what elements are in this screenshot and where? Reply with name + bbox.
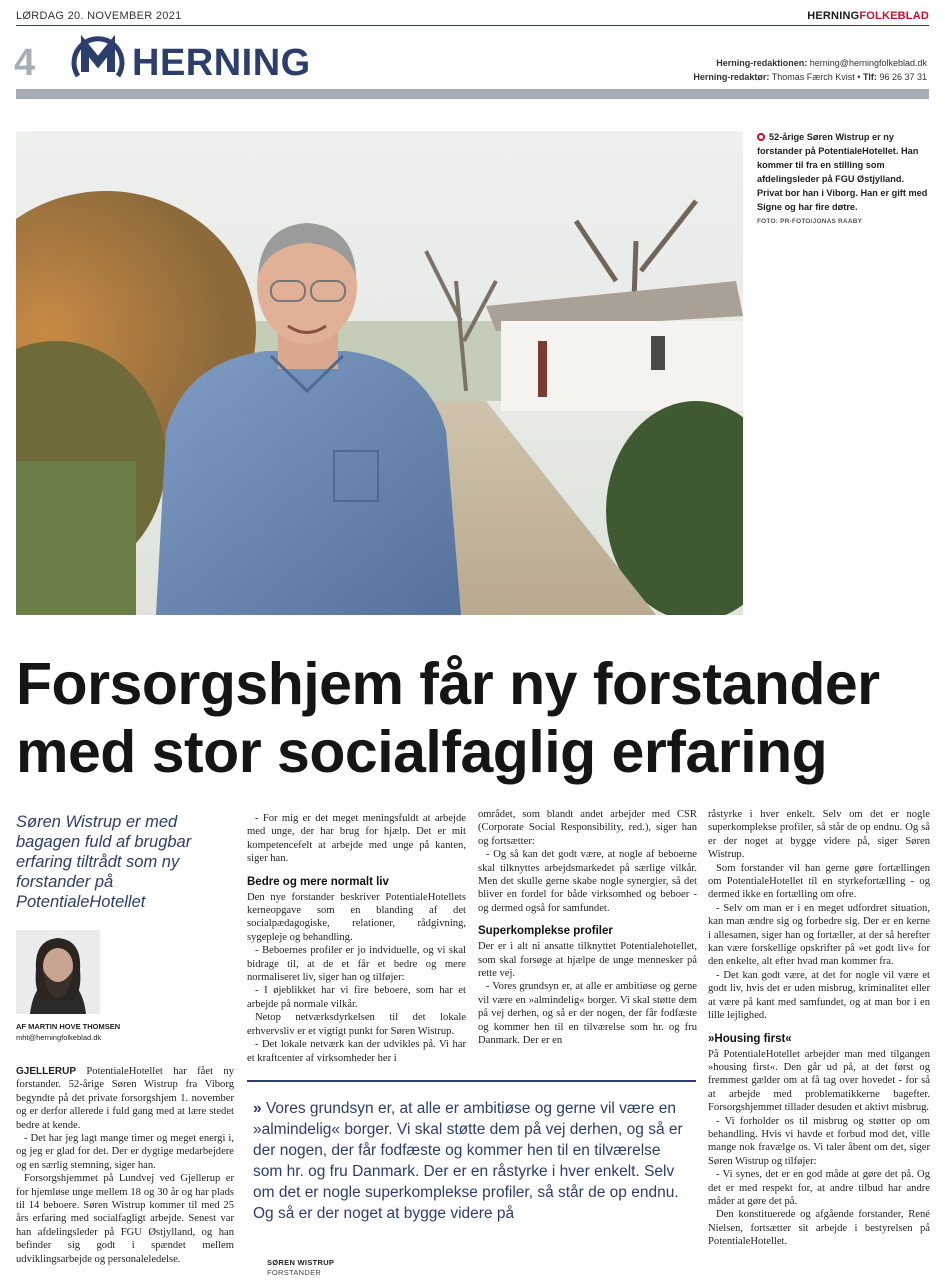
section-logo-icon xyxy=(70,32,126,80)
editor-label: Herning-redaktør: xyxy=(693,72,770,82)
contact-info xyxy=(693,56,927,84)
author-avatar-illustration xyxy=(16,930,100,1014)
quote-mark-icon: » xyxy=(253,1100,262,1117)
caption-bullet-icon xyxy=(757,133,765,141)
paragraph: råstyrke i hver enkelt. Selv om det er nogle superkomplekse profiler, så står de op endnu. Og så er der noget at bygge videre på, siger Søren Wistrup. xyxy=(708,809,930,861)
paragraph: På PotentialeHotellet arbejder man med tilgangen »housing first«. Den går ud på, at det først og fremmest gælder om at få tag over hovedet - for så at arbejde med problematikkerne bagefter. Forsorgshjemmet tillader desuden et aktivt misbrug. xyxy=(708,1048,930,1114)
newspaper-name xyxy=(807,10,929,22)
top-bar xyxy=(16,8,929,26)
pull-quote-text xyxy=(253,1098,686,1224)
paragraph xyxy=(16,1065,234,1132)
headline: Forsorgshjem får ny forstander med stor socialfaglig erfaring xyxy=(16,651,880,785)
main-photo xyxy=(16,131,743,615)
paragraph: Den konstituerede og afgående forstander, René Nielsen, fortsætter sit arbejde i bestyrelsen på PotentialeHotellet. xyxy=(708,1209,930,1248)
editor-name: Thomas Færch Kvist xyxy=(771,72,855,82)
paragraph: - Det lokale netværk kan der udvikles på. Vi har et kraftcenter af virksomheder her i xyxy=(247,1039,466,1064)
author-photo xyxy=(16,930,100,1014)
newspaper-name-part2: FOLKEBLAD xyxy=(859,10,929,22)
quote-attribution-role: FORSTANDER xyxy=(267,1268,322,1277)
dateline: GJELLERUP xyxy=(16,1066,77,1077)
pull-quote xyxy=(247,1080,696,1276)
article-column-2 xyxy=(247,812,466,1067)
editorial-label: Herning-redaktionen: xyxy=(716,58,808,68)
phone-label: Tlf: xyxy=(862,72,877,82)
paragraph: - Vi forholder os til misbrug og støtter op om behandling. Hvis vi havde et forbud mod det, ville mange nok fravælge os. Vi taler åbent om det, siger Søren Wistrup og tilføjer: xyxy=(708,1115,930,1167)
paragraph: - Vi synes, det er en god måde at gøre det på. Og det er med respekt for, at andre tilbud har andre måder at gøre det på. xyxy=(708,1169,930,1207)
subheading: Bedre og mere normalt liv xyxy=(247,875,389,888)
issue-date: LØRDAG 20. NOVEMBER 2021 xyxy=(16,10,182,22)
editor-line: Herning-redaktør: Thomas Færch Kvist • Tlf: 96 26 37 31 xyxy=(693,72,927,82)
newspaper-name-part1: HERNING xyxy=(807,10,860,22)
paragraph: - Vores grundsyn er, at alle er ambitiøse og gerne vil være en »almindelig« borger. Vi skal støtte dem på vej derhen, og så er der nogen, der får fodfæste og kommer hen til en tilværelse som hr. og fru Danmark. Der er en xyxy=(478,981,697,1047)
paragraph: - Det kan godt være, at det for nogle vil være et godt liv, hvis det er uden misbrug, kriminalitet eller at være på kant med samfundet, og at man bor i en lille lejlighed. xyxy=(708,969,930,1022)
paragraph: Der er i alt ni ansatte tilknyttet Potentialehotellet, som skal forsøge at hjælpe de unge mennesker på rette vej. xyxy=(478,941,697,980)
paragraph: - For mig er det meget meningsfuldt at arbejde med unge, der har brug for hjælp. Det er mit kompetencefelt at arbejde med unge på kanten, siger han. xyxy=(247,813,466,865)
intro-text: Søren Wistrup er med bagagen fuld af brugbar erfaring tiltrådt som ny forstander på PotentialeHotellet xyxy=(16,813,192,911)
paragraph: Som forstander vil han gerne gøre fortællingen om PotentialeHotellet til en styrkefortælling - og dermed ikke en fortælling om ofre. xyxy=(708,862,930,901)
author-email[interactable]: mht@herningfolkeblad.dk xyxy=(16,1033,102,1042)
paragraph-text: PotentialeHotellet har fået ny forstander. 52-årige Søren Wistrup fra Viborg begyndte på det private forsorgshjem 1. november og er derfor allerede i fuld gang med at lære stedet bedre at kende. xyxy=(16,1066,234,1131)
author-byline: AF MARTIN HOVE THOMSEN xyxy=(16,1022,121,1031)
paragraph: Den nye forstander beskriver PotentialeHotellets kerneopgave som en blanding af det socialpædagogiske, relationer, rådgivning, sygepleje og behandling. xyxy=(247,891,466,943)
header-rule xyxy=(16,89,929,99)
paragraph: - Beboernes profiler er jo indviduelle, og vi skal bidrage til, at de et får et bedre og mere normaliseret liv, siger han og tilføjer: xyxy=(247,945,466,984)
photo-credit: FOTO: PR-FOTO/JONAS RAABY xyxy=(757,218,863,225)
article-column-3 xyxy=(478,808,697,1066)
article-column-1 xyxy=(16,1065,234,1277)
article-column-4 xyxy=(708,808,930,1278)
editorial-line xyxy=(693,56,927,70)
portrait-photo-illustration xyxy=(16,131,743,615)
paragraph: - Det har jeg lagt mange timer og meget energi i, og jeg er glad for det. Der er dygtige medarbejdere og en særlig stemning, siger han. xyxy=(16,1133,234,1171)
paragraph: - Og så kan det godt være, at nogle af beboerne skal tilknyttes arbejdsmarkedet på særlige vilkår. Men det skulle gerne skabe nogle synergier, så det bliver en fordel for både virksomhed og beboer - og dermed også for samfundet. xyxy=(478,849,697,914)
editorial-email[interactable]: herning@herningfolkeblad.dk xyxy=(809,58,927,68)
phone-number: 96 26 37 31 xyxy=(879,72,927,82)
subheading: »Housing first« xyxy=(708,1032,792,1045)
paragraph: Forsorgshjemmet på Lundvej ved Gjellerup er for hjemløse unge mellem 18 og 30 år og har plads til 14 beboere. Søren Wistrup kommer til med 25 års erfaring med socialfagligt arbejde. Senest var han afdelingsleder på FGU Østjylland, og han befinder sig godt i spændet mellem udviklingsarbejde og personaleledelse. xyxy=(16,1173,234,1265)
quote-attribution-name: SØREN WISTRUP xyxy=(267,1258,335,1267)
page-number: 4 xyxy=(14,42,36,84)
paragraph: området, som blandt andet arbejder med CSR (Corporate Social Responsibility, red.), siger han og fortsætter: xyxy=(478,809,697,847)
section-title: HERNING xyxy=(132,42,311,84)
paragraph: - Selv om man er i en meget udfordret situation, kan man ændre sig og forbedre sig. Der er en kerne i allesamen, siger han og fortæller, at der så herefter kan være forskellige opskrifter på »et godt liv« for den enkelte, alt efter hvad man kommer fra. xyxy=(708,902,930,968)
caption-text: 52-årige Søren Wistrup er ny forstander på PotentialeHotellet. Han kommer til fra en stilling som afdelingsleder på FGU Østjylland. Privat bor han i Viborg. Han er gift med Signe og har fire døtre. xyxy=(757,132,928,212)
quote-body: Vores grundsyn er, at alle er ambitiøse og gerne vil være en »almindelig« borger. Vi skal støtte dem på vej derhen, og så er der nogen, der får fodfæste og kommer hen til en tilværelse som hr. og fru Danmark. Der er en råstyrke i hver enkelt. Selv om det er nogle superkomplekse profiler, så står de op endnu. Og så er der noget at bygge videre på xyxy=(253,1100,683,1222)
photo-caption xyxy=(757,130,929,229)
subheading: Superkomplekse profiler xyxy=(478,925,613,938)
paragraph: - I øjeblikket har vi fire beboere, som har et arbejde på normale vilkår. xyxy=(247,985,466,1010)
paragraph: Netop netværksdyrkelsen til det lokale erhvervsliv er et vigtigt punkt for Søren Wistrup. xyxy=(247,1012,466,1037)
